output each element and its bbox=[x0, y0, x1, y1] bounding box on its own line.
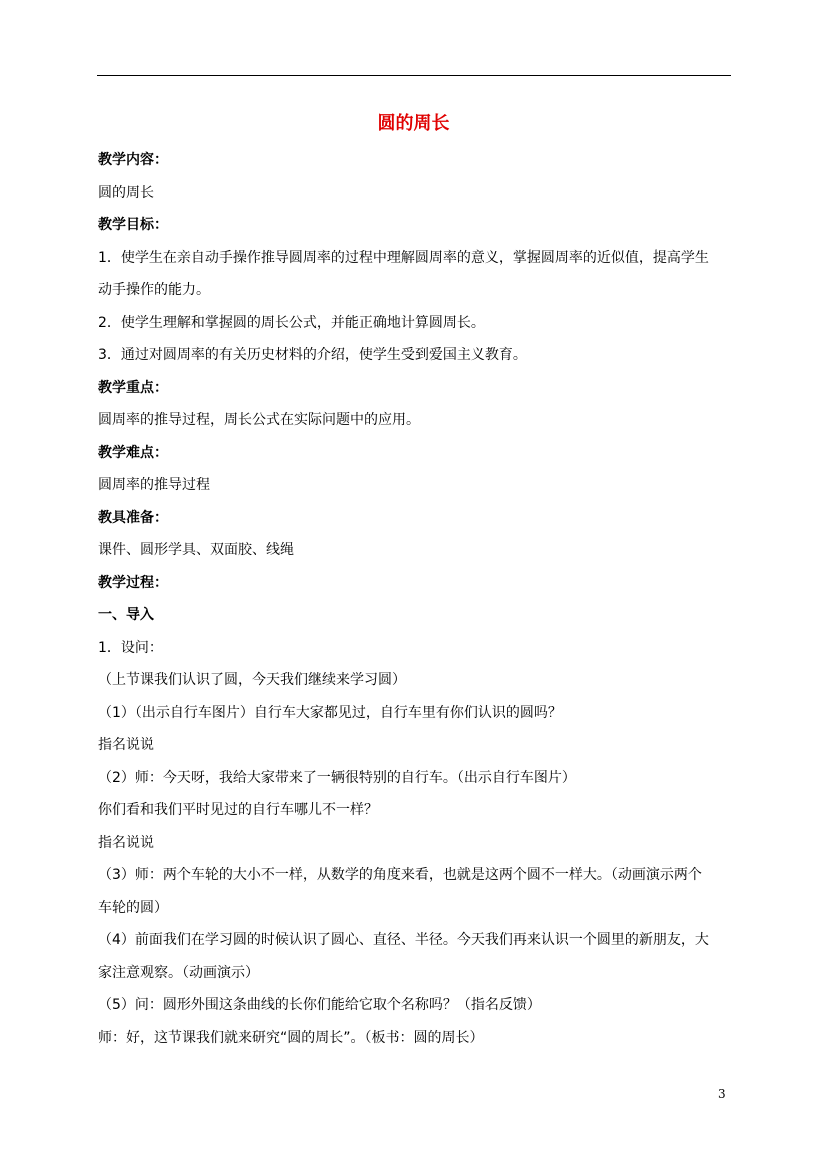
section-heading: 教学难点： bbox=[98, 445, 168, 461]
section-heading: 教学过程： bbox=[98, 575, 168, 591]
body-text-line: 家注意观察。（动画演示） bbox=[98, 965, 259, 981]
body-text-line: 师：好，这节课我们就来研究“圆的周长”。（板书：圆的周长） bbox=[98, 1030, 484, 1046]
document-title: 圆的周长 bbox=[377, 113, 450, 134]
body-text-line: 车轮的圆） bbox=[98, 900, 168, 916]
section-heading: 教学目标： bbox=[98, 217, 168, 233]
body-text-line: 动手操作的能力。 bbox=[98, 282, 210, 298]
body-text-line: （4）前面我们在学习圆的时候认识了圆心、直径、半径。今天我们再来认识一个圆里的新朋友，大 bbox=[98, 932, 709, 948]
body-text-line: 1．设问： bbox=[98, 640, 163, 656]
body-text-line: （3）师：两个车轮的大小不一样，从数学的角度来看，也就是这两个圆不一样大。（动画演示两个 bbox=[98, 867, 702, 883]
section-heading: 教学重点： bbox=[98, 380, 168, 396]
body-text-line: 2．使学生理解和掌握圆的周长公式，并能正确地计算圆周长。 bbox=[98, 315, 485, 331]
body-text-line: （上节课我们认识了圆，今天我们继续来学习圆） bbox=[98, 672, 406, 688]
body-text-line: 课件、圆形学具、双面胶、线绳 bbox=[98, 542, 294, 558]
body-text-line: 圆的周长 bbox=[98, 185, 154, 201]
body-text-line: 圆周率的推导过程，周长公式在实际问题中的应用。 bbox=[98, 412, 420, 428]
section-heading: 一、导入 bbox=[98, 607, 154, 623]
body-text-line: （2）师：今天呀，我给大家带来了一辆很特别的自行车。（出示自行车图片） bbox=[98, 770, 576, 786]
body-text-line: 圆周率的推导过程 bbox=[98, 477, 210, 493]
body-text-line: （5）问：圆形外围这条曲线的长你们能给它取个名称吗？（指名反馈） bbox=[98, 997, 541, 1013]
section-heading: 教学内容： bbox=[98, 152, 168, 168]
section-heading: 教具准备： bbox=[98, 510, 168, 526]
body-text-line: （1）（出示自行车图片）自行车大家都见过，自行车里有你们认识的圆吗？ bbox=[98, 705, 562, 721]
body-text-line: 指名说说 bbox=[98, 737, 154, 753]
body-text-line: 1．使学生在亲自动手操作推导圆周率的过程中理解圆周率的意义，掌握圆周率的近似值，提高学生 bbox=[98, 250, 709, 266]
body-text-line: 你们看和我们平时见过的自行车哪儿不一样？ bbox=[98, 802, 378, 818]
body-text-line: 指名说说 bbox=[98, 835, 154, 851]
header-rule bbox=[97, 75, 731, 76]
page-number: 3 bbox=[718, 1087, 726, 1101]
body-text-line: 3．通过对圆周率的有关历史材料的介绍，使学生受到爱国主义教育。 bbox=[98, 347, 527, 363]
